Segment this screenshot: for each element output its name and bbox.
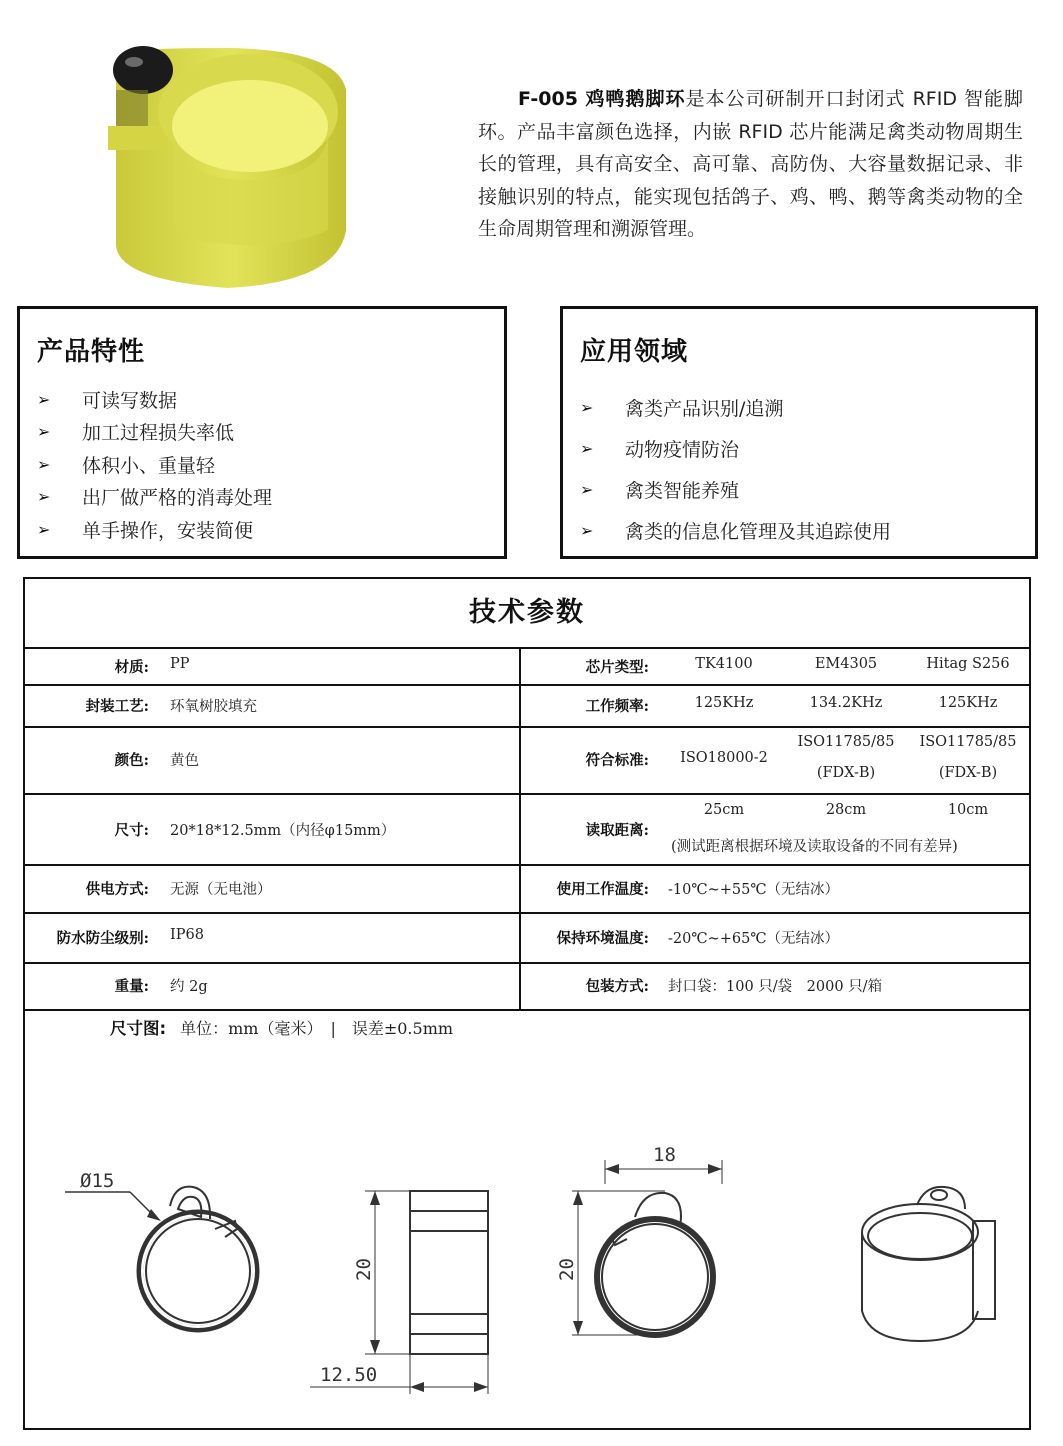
table-row — [25, 864, 1029, 914]
inner-diameter-label: Ø15 — [80, 1170, 115, 1192]
list-item — [580, 510, 891, 551]
standard-sub-1 — [663, 765, 785, 781]
frequency-2: 134.2KHz — [809, 695, 883, 711]
table-row — [25, 793, 1029, 866]
power-label: 供电方式: — [85, 881, 149, 898]
arrow-bullet-icon: ➢ — [37, 422, 51, 442]
frequency-label: 工作频率: — [585, 698, 649, 715]
intro-text: 是本公司研制开口封闭式 RFID 智能脚环。产品丰富颜色选择，内嵌 RFID 芯片能满足禽类动物周期生长的管理，具有高安全、高可靠、高防伪、大容量数据记录、非接触识别的特点，能实现包括鸽子、鸡、鸭、鹅等禽类动物的全生命周期管理和溯源管理。 — [478, 88, 1023, 240]
features-box — [17, 306, 507, 559]
table-row — [25, 912, 1029, 964]
standard-3: ISO11785/85 — [919, 734, 1017, 750]
product-photo — [98, 30, 363, 295]
weight-label: 重量: — [114, 978, 149, 995]
read-range-label: 读取距离: — [585, 822, 649, 839]
storage-temp-label: 保持环境温度: — [556, 930, 649, 947]
list-item — [37, 448, 272, 481]
package-label: 包装方式: — [585, 978, 649, 995]
read-range-3: 10cm — [947, 802, 989, 818]
chip-type-3: Hitag S256 — [926, 656, 1010, 672]
dimension-header — [110, 1015, 453, 1039]
operating-temp-label: 使用工作温度: — [556, 881, 649, 898]
size-label: 尺寸: — [114, 822, 149, 839]
protection-label: 防水防尘级别: — [56, 930, 149, 947]
list-item — [580, 469, 891, 510]
applications-list — [580, 387, 891, 551]
packaging-process-value: 环氧树胶填充 — [170, 699, 257, 715]
feature-text: 体积小、重量轻 — [82, 454, 216, 477]
read-range-note: (测试距离根据环境及读取设备的不同有差异) — [671, 839, 958, 855]
arrow-bullet-icon: ➢ — [37, 389, 51, 409]
dimension-drawings — [25, 1109, 1029, 1409]
table-row — [25, 684, 1029, 728]
arrow-bullet-icon: ➢ — [37, 454, 51, 474]
storage-temp-value: -20℃~+65℃（无结冰） — [668, 931, 840, 947]
list-item — [580, 387, 891, 428]
table-row — [25, 962, 1029, 1011]
side-height-label: 20 — [353, 1258, 375, 1281]
isometric-drawing — [862, 1187, 995, 1341]
dimension-title: 尺寸图: — [110, 1019, 167, 1038]
arrow-bullet-icon: ➢ — [580, 521, 594, 540]
size-value: 20*18*12.5mm（内径φ15mm） — [170, 823, 396, 839]
package-value: 封口袋：100 只/袋 2000 只/箱 — [668, 979, 883, 995]
specs-title: 技术参数 — [25, 579, 1029, 649]
application-text: 禽类智能养殖 — [625, 480, 740, 502]
standard-1: ISO18000-2 — [680, 750, 768, 766]
arrow-bullet-icon: ➢ — [580, 398, 594, 417]
front-height-label: 20 — [556, 1258, 578, 1281]
top-view-drawing — [65, 1187, 256, 1329]
color-label: 颜色: — [114, 752, 149, 769]
feature-text: 可读写数据 — [82, 389, 178, 412]
application-text: 禽类产品识别/追溯 — [625, 398, 784, 420]
specs-table — [23, 577, 1031, 1430]
protection-value: IP68 — [170, 927, 204, 943]
feature-text: 加工过程损失率低 — [82, 422, 235, 445]
standard-label: 符合标准: — [585, 752, 649, 769]
color-value: 黄色 — [170, 753, 199, 769]
feature-text: 出厂做严格的消毒处理 — [82, 487, 273, 510]
arrow-bullet-icon: ➢ — [580, 439, 594, 458]
applications-box — [560, 306, 1038, 559]
chip-type-label: 芯片类型: — [585, 659, 649, 676]
material-label: 材质: — [114, 659, 149, 676]
features-title: 产品特性 — [37, 337, 146, 367]
front-view-drawing — [572, 1160, 722, 1335]
list-item — [37, 481, 272, 514]
applications-title: 应用领域 — [580, 337, 689, 367]
frequency-3: 125KHz — [938, 695, 998, 711]
dimension-unit: 单位：mm（毫米） | 误差±0.5mm — [180, 1019, 454, 1038]
table-row — [25, 647, 1029, 686]
front-width-label: 18 — [653, 1144, 676, 1166]
read-range-2: 28cm — [825, 802, 867, 818]
arrow-bullet-icon: ➢ — [37, 519, 51, 539]
frequency-1: 125KHz — [694, 695, 754, 711]
list-item — [37, 383, 272, 416]
list-item — [37, 513, 272, 546]
arrow-bullet-icon: ➢ — [580, 480, 594, 499]
feature-text: 单手操作，安装简便 — [82, 519, 254, 542]
standard-2: ISO11785/85 — [797, 734, 895, 750]
arrow-bullet-icon: ➢ — [37, 487, 51, 507]
standard-sub-3: (FDX-B) — [938, 765, 998, 781]
chip-type-2: EM4305 — [814, 656, 878, 672]
list-item — [580, 428, 891, 469]
operating-temp-value: -10℃~+55℃（无结冰） — [668, 882, 840, 898]
read-range-1: 25cm — [703, 802, 745, 818]
side-width-label: 12.50 — [320, 1364, 378, 1386]
list-item — [37, 416, 272, 449]
power-value: 无源（无电池） — [170, 882, 272, 898]
weight-value: 约 2g — [170, 979, 208, 995]
features-list — [37, 383, 272, 546]
product-intro — [478, 83, 1023, 246]
packaging-process-label: 封装工艺: — [85, 698, 149, 715]
chip-type-1: TK4100 — [695, 656, 753, 672]
application-text: 动物疫情防治 — [625, 439, 740, 461]
standard-sub-2: (FDX-B) — [816, 765, 876, 781]
product-name: F-005 鸡鸭鹅脚环 — [518, 88, 686, 110]
table-row — [25, 726, 1029, 795]
material-value: PP — [170, 656, 190, 672]
application-text: 禽类的信息化管理及其追踪使用 — [625, 521, 892, 543]
